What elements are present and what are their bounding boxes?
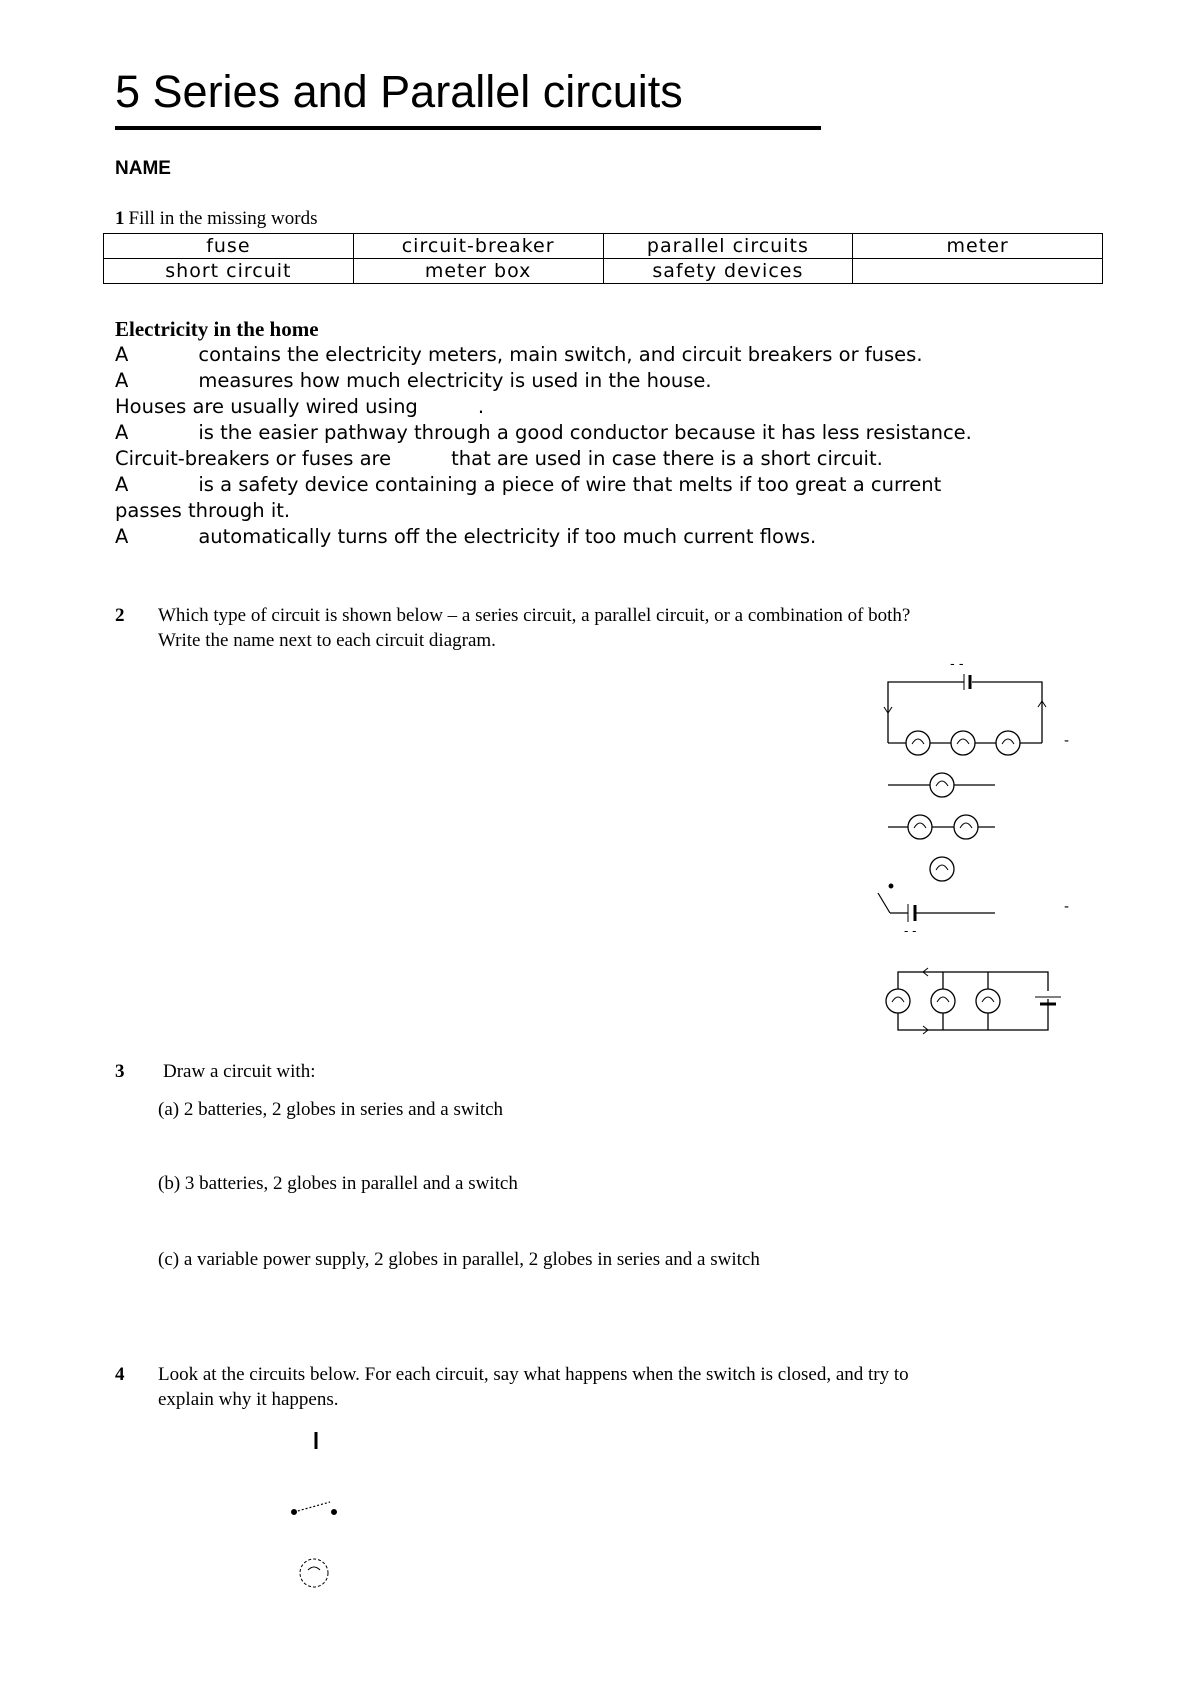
sentence-end: measures how much electricity is used in the house. — [198, 369, 712, 392]
word-cell: meter box — [353, 259, 603, 284]
question-4-text-line: explain why it happens. — [158, 1389, 339, 1410]
question-4-text-line: Look at the circuits below. For each circuit, say what happens when the switch is closed, and try to — [158, 1364, 909, 1385]
name-label: NAME — [115, 158, 171, 179]
sentence-line — [115, 524, 1115, 550]
sentence-line — [115, 420, 1115, 446]
sentence-start: Circuit-breakers or fuses are — [115, 447, 392, 470]
sentence-line: passes through it. — [115, 499, 291, 522]
table-row — [104, 259, 1103, 284]
globe-icon — [886, 989, 910, 1013]
sentence-start: Houses are usually wired using — [115, 395, 418, 418]
polarity-mark: - - — [904, 924, 917, 938]
sentence-end: contains the electricity meters, main switch, and circuit breakers or fuses. — [198, 343, 923, 366]
globe-icon — [906, 731, 930, 755]
question-3-text: Draw a circuit with: — [163, 1061, 316, 1082]
globe-icon — [954, 815, 978, 839]
word-cell: short circuit — [104, 259, 354, 284]
question-number: 1 — [115, 208, 125, 229]
series-circuit-diagram — [884, 674, 1046, 755]
globe-icon — [976, 989, 1000, 1013]
globe-icon — [996, 731, 1020, 755]
page-title: 5 Series and Parallel circuits — [115, 66, 683, 117]
word-cell: fuse — [104, 234, 354, 259]
globe-icon — [930, 773, 954, 797]
table-row — [104, 234, 1103, 259]
globe-icon — [931, 989, 955, 1013]
word-cell: meter — [853, 234, 1103, 259]
question-3a: (a) 2 batteries, 2 globes in series and a switch — [158, 1099, 504, 1120]
word-cell — [853, 259, 1103, 284]
sentence-start: A — [115, 343, 129, 366]
dash-mark: - — [1064, 899, 1070, 915]
word-cell: parallel circuits — [603, 234, 853, 259]
sentence-line — [115, 342, 1115, 368]
question-3b: (b) 3 batteries, 2 globes in parallel and a switch — [158, 1173, 518, 1194]
word-cell: circuit-breaker — [353, 234, 603, 259]
sentence-start: A — [115, 421, 129, 444]
sentence-line — [115, 368, 1115, 394]
switch-icon — [878, 884, 893, 913]
title-underline — [115, 126, 821, 130]
polarity-mark: - - — [950, 657, 964, 672]
question-number: 2 — [115, 605, 125, 626]
dash-mark: - — [1064, 733, 1070, 749]
sentence-line — [115, 472, 1115, 498]
circuit-components-q4 — [280, 1420, 360, 1600]
sentence-line — [115, 394, 1115, 420]
sentence-start: A — [115, 525, 129, 548]
sentence-end: . — [477, 395, 485, 418]
sentence-start: A — [115, 473, 129, 496]
sentence-end: is the easier pathway through a good conductor because it has less resistance. — [198, 421, 972, 444]
globe-icon — [300, 1559, 328, 1587]
question-text: Fill in the missing words — [128, 208, 318, 229]
sentence-end: is a safety device containing a piece of wire that melts if too great a current — [198, 473, 942, 496]
parallel-circuit-diagram — [886, 968, 1061, 1034]
question-2-text-line: Write the name next to each circuit diagram. — [158, 630, 496, 651]
question-2-text-line: Which type of circuit is shown below – a series circuit, a parallel circuit, or a combination of both? — [158, 605, 911, 626]
globe-icon — [908, 815, 932, 839]
question-number: 3 — [115, 1061, 125, 1082]
question-1-heading — [115, 208, 317, 230]
combination-circuit-diagram — [878, 773, 995, 922]
section-title: Electricity in the home — [115, 317, 319, 341]
fill-in-paragraph — [115, 342, 1115, 550]
word-bank-table — [103, 233, 1103, 284]
globe-icon — [951, 731, 975, 755]
sentence-end: automatically turns off the electricity if too much current flows. — [198, 525, 817, 548]
question-3c: (c) a variable power supply, 2 globes in parallel, 2 globes in series and a switch — [158, 1249, 760, 1270]
switch-icon — [292, 1502, 337, 1515]
sentence-line — [115, 446, 1115, 472]
globe-icon — [930, 857, 954, 881]
question-number: 4 — [115, 1364, 125, 1385]
sentence-start: A — [115, 369, 129, 392]
word-cell: safety devices — [603, 259, 853, 284]
circuit-diagrams-q2 — [860, 655, 1090, 1035]
sentence-end: that are used in case there is a short circuit. — [451, 447, 883, 470]
